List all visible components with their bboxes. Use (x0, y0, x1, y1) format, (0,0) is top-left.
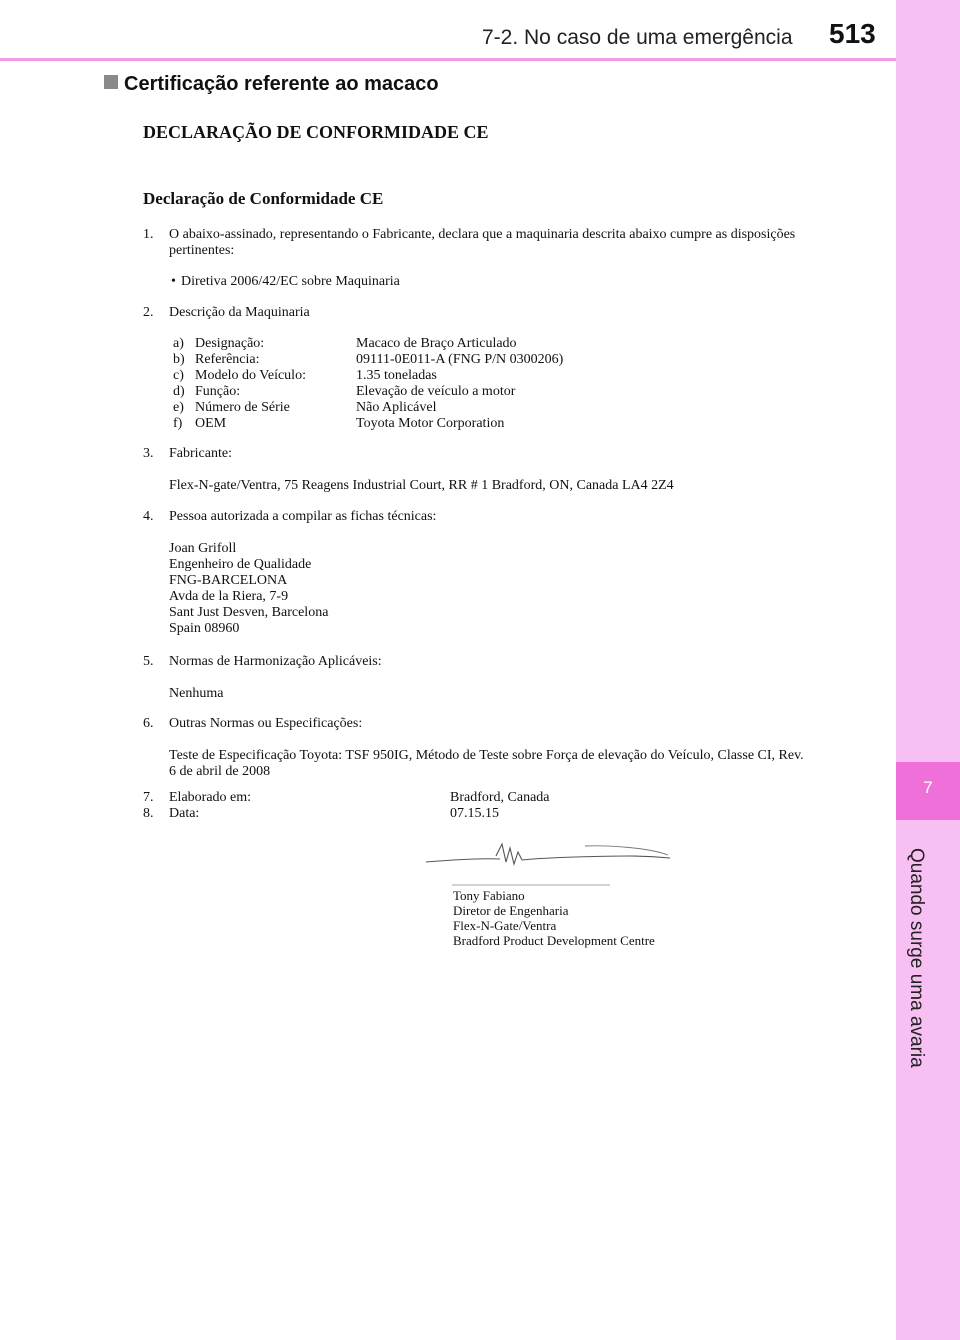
row-value: Macaco de Braço Articulado (356, 336, 517, 351)
row-key: Modelo do Veículo: (195, 368, 306, 383)
item4-label: Pessoa autorizada a compilar as fichas técnicas: (169, 509, 437, 524)
chapter-sidebar (896, 0, 960, 1340)
row-value: Elevação de veículo a motor (356, 384, 516, 399)
row-key: Número de Série (195, 400, 290, 415)
item1-line1: O abaixo-assinado, representando o Fabricante, declara que a maquinaria descrita abaixo cumpre as disposições (169, 227, 796, 242)
row-letter: a) (173, 336, 184, 351)
signatory-line: Bradford Product Development Centre (453, 933, 655, 948)
signatory-line: Tony Fabiano (453, 888, 525, 903)
item1-bullet-text: Diretiva 2006/42/EC sobre Maquinaria (181, 274, 400, 289)
item5-value: Nenhuma (169, 686, 224, 701)
row-value: 09111-0E011-A (FNG P/N 0300206) (356, 352, 564, 367)
item4-line: Avda de la Riera, 7-9 (169, 589, 289, 604)
row-value: Toyota Motor Corporation (356, 416, 505, 431)
item2-label: Descrição da Maquinaria (169, 305, 310, 320)
item7-value: Bradford, Canada (450, 790, 550, 805)
item4-line: Sant Just Desven, Barcelona (169, 605, 329, 620)
signatory-line: Diretor de Engenharia (453, 903, 569, 918)
item-number: 5. (143, 654, 154, 669)
item8-value: 07.15.15 (450, 806, 499, 821)
row-key: OEM (195, 416, 227, 431)
item4-line: Joan Grifoll (169, 541, 237, 556)
row-letter: d) (173, 384, 185, 399)
item-number: 6. (143, 716, 154, 731)
row-value: Não Aplicável (356, 400, 437, 415)
row-letter: e) (173, 400, 184, 415)
item6-line2: 6 de abril de 2008 (169, 764, 271, 779)
item7-label: Elaborado em: (169, 790, 252, 805)
row-key: Função: (195, 384, 241, 399)
row-key: Designação: (195, 336, 265, 351)
document-subtitle: Declaração de Conformidade CE (143, 189, 384, 208)
chapter-number: 7 (923, 778, 933, 797)
row-letter: b) (173, 352, 185, 367)
signatory-line: Flex-N-Gate/Ventra (453, 918, 557, 933)
item4-line: FNG-BARCELONA (169, 573, 288, 588)
row-letter: c) (173, 368, 184, 383)
item-number: 8. (143, 806, 154, 821)
document-title: DECLARAÇÃO DE CONFORMIDADE CE (143, 122, 489, 142)
header-section-title: 7-2. No caso de uma emergência (482, 26, 793, 49)
section-heading-text: Certificação referente ao macaco (124, 73, 439, 95)
item6-label: Outras Normas ou Especificações: (169, 716, 363, 731)
row-letter: f) (173, 416, 183, 431)
chapter-title: Quando surge uma avaria (906, 848, 927, 1068)
row-key: Referência: (195, 352, 260, 367)
item-number: 1. (143, 227, 154, 242)
bullet-icon: • (171, 274, 176, 289)
item5-label: Normas de Harmonização Aplicáveis: (169, 654, 382, 669)
row-value: 1.35 toneladas (356, 368, 437, 383)
item4-line: Engenheiro de Qualidade (169, 557, 312, 572)
item8-label: Data: (169, 806, 200, 821)
item3-label: Fabricante: (169, 446, 232, 461)
item6-line1: Teste de Especificação Toyota: TSF 950IG, Método de Teste sobre Força de elevação do Veículo, Classe CI, Rev. (169, 748, 804, 763)
item3-value: Flex-N-gate/Ventra, 75 Reagens Industrial Court, RR # 1 Bradford, ON, Canada LA4 2Z4 (169, 478, 674, 493)
signature-image (420, 836, 680, 888)
item1-line2: pertinentes: (169, 243, 235, 258)
item-number: 2. (143, 305, 154, 320)
item-number: 4. (143, 509, 154, 524)
item4-line: Spain 08960 (169, 621, 240, 636)
page-number: 513 (829, 18, 876, 49)
item-number: 7. (143, 790, 154, 805)
item-number: 3. (143, 446, 154, 461)
